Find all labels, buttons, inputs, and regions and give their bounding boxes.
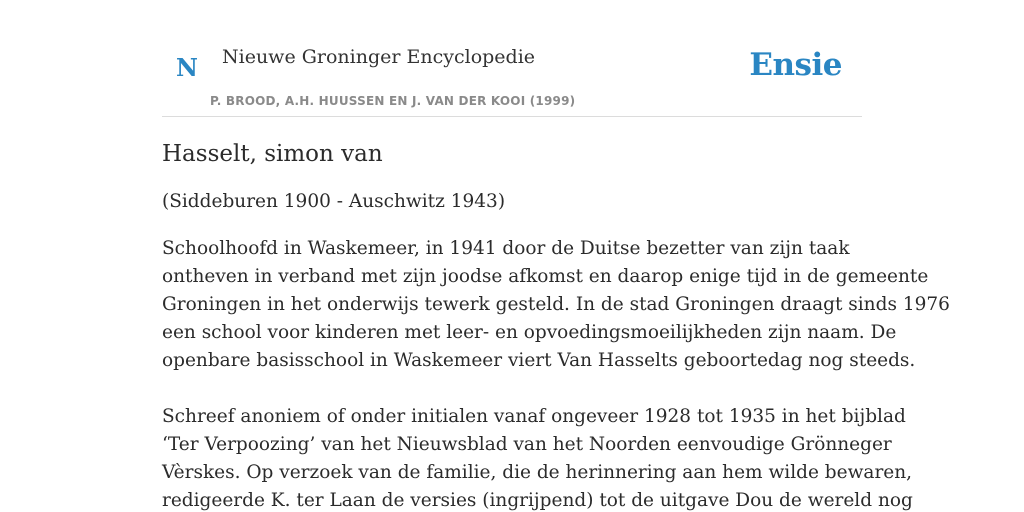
- paragraph-line: ‘Ter Verpoozing’ van het Nieuwsblad van het Noorden eenvoudige Grönneger: [162, 434, 892, 455]
- source-header: [162, 0, 862, 117]
- paragraph-line: een school voor kinderen met leer- en opvoedingsmoeilijkheden zijn naam. De: [162, 322, 897, 343]
- paragraph-line: ontheven in verband met zijn joodse afkomst en daarop enige tijd in de gemeente: [162, 266, 929, 287]
- paragraph-line: Schoolhoofd in Waskemeer, in 1941 door de Duitse bezetter van zijn taak: [162, 238, 850, 259]
- article: [162, 138, 950, 512]
- paragraph-line: Schreef anoniem of onder initialen vanaf ongeveer 1928 tot 1935 in het bijblad: [162, 406, 906, 427]
- encyclopedia-logo[interactable]: N: [176, 53, 198, 82]
- article-lifespan: (Siddeburen 1900 - Auschwitz 1943): [162, 191, 506, 212]
- paragraph-line: openbare basisschool in Waskemeer viert Van Hasselts geboortedag nog steeds.: [162, 350, 916, 371]
- encyclopedia-authors: P. BROOD, A.H. HUUSSEN EN J. VAN DER KOOI (1999): [210, 94, 576, 108]
- article-paragraph: [162, 403, 913, 512]
- paragraph-line: redigeerde K. ter Laan de versies (ingrijpend) tot de uitgave Dou de wereld nog: [162, 490, 913, 511]
- article-headword: Hasselt, simon van: [162, 141, 383, 167]
- paragraph-line: Groningen in het onderwijs tewerk gesteld. In de stad Groningen draagt sinds 1976: [162, 294, 950, 315]
- ensie-brand-logo[interactable]: Ensie: [749, 47, 842, 83]
- paragraph-line: Vèrskes. Op verzoek van de familie, die de herinnering aan hem wilde bewaren,: [162, 462, 913, 483]
- encyclopedia-title[interactable]: Nieuwe Groninger Encyclopedie: [222, 46, 536, 68]
- article-paragraph: [162, 235, 950, 375]
